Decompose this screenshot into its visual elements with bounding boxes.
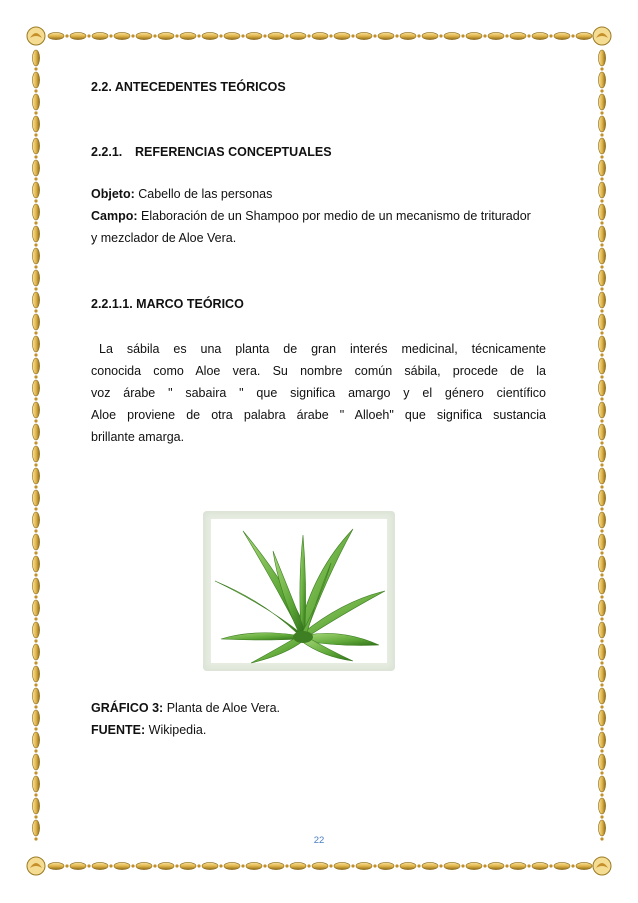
border-dot (34, 485, 37, 488)
border-bead (32, 182, 39, 198)
campo-label: Campo: (91, 209, 138, 223)
border-dot (600, 309, 603, 312)
border-dot (34, 199, 37, 202)
border-bead (32, 424, 39, 440)
border-bead (422, 32, 438, 39)
border-bead (32, 732, 39, 748)
border-dot (34, 661, 37, 664)
border-bead (290, 32, 306, 39)
border-bead (510, 32, 526, 39)
border-bead (32, 336, 39, 352)
border-dot (34, 639, 37, 642)
subsection-title: REFERENCIAS CONCEPTUALES (135, 145, 332, 159)
border-dot (307, 34, 310, 37)
border-dot (34, 309, 37, 312)
border-bead (598, 292, 605, 308)
border-bead (32, 490, 39, 506)
border-bead (598, 578, 605, 594)
border-bead (598, 556, 605, 572)
border-dot (600, 133, 603, 136)
border-bead (598, 160, 605, 176)
border-dot (34, 551, 37, 554)
border-dot (600, 463, 603, 466)
border-dot (600, 243, 603, 246)
border-dot (241, 34, 244, 37)
border-dot (34, 287, 37, 290)
border-right (598, 50, 605, 841)
border-dot (395, 864, 398, 867)
border-bead (598, 226, 605, 242)
border-dot (549, 864, 552, 867)
section-heading: 2.2. ANTECEDENTES TEÓRICOS (91, 80, 286, 94)
border-bead (598, 666, 605, 682)
border-bead (290, 862, 306, 869)
border-dot (34, 133, 37, 136)
border-dot (600, 67, 603, 70)
border-dot (219, 864, 222, 867)
border-bead (598, 204, 605, 220)
border-dot (34, 221, 37, 224)
border-dot (285, 864, 288, 867)
border-dot (600, 441, 603, 444)
border-dot (197, 864, 200, 867)
corner-ornament-bottom-right (593, 857, 611, 875)
border-bead (158, 862, 174, 869)
border-dot (600, 815, 603, 818)
border-bead (32, 468, 39, 484)
page-number: 22 (313, 835, 325, 846)
border-dot (34, 529, 37, 532)
border-dot (34, 331, 37, 334)
border-bead (202, 32, 218, 39)
border-dot (505, 34, 508, 37)
paragraph-line: Aloe proviene de otra palabra árabe " Alloeh" que significa sustancia (91, 408, 546, 422)
border-bead (598, 182, 605, 198)
border-dot (307, 864, 310, 867)
border-dot (34, 177, 37, 180)
border-dot (34, 595, 37, 598)
border-bead (378, 32, 394, 39)
border-bead (32, 72, 39, 88)
border-dot (600, 771, 603, 774)
objeto-line (91, 183, 546, 205)
border-bead (32, 512, 39, 528)
border-bead (70, 862, 86, 869)
border-bead (32, 292, 39, 308)
source-label: FUENTE: (91, 723, 146, 737)
border-bottom (48, 862, 592, 869)
border-bead (268, 862, 284, 869)
border-dot (87, 864, 90, 867)
border-dot (153, 864, 156, 867)
border-bead (532, 862, 548, 869)
border-bead (532, 32, 548, 39)
border-bead (598, 776, 605, 792)
border-bead (598, 358, 605, 374)
border-dot (461, 864, 464, 867)
border-bead (158, 32, 174, 39)
border-bead (598, 512, 605, 528)
border-bead (598, 644, 605, 660)
border-dot (34, 793, 37, 796)
border-bead (598, 710, 605, 726)
border-dot (600, 265, 603, 268)
border-dot (263, 34, 266, 37)
border-bead (598, 622, 605, 638)
border-bead (378, 862, 394, 869)
border-dot (600, 89, 603, 92)
border-bead (554, 862, 570, 869)
border-dot (600, 155, 603, 158)
border-bead (246, 862, 262, 869)
border-bead (92, 862, 108, 869)
campo-text: Elaboración de un Shampoo por medio de un mecanismo de triturador (141, 209, 531, 223)
border-dot (34, 705, 37, 708)
border-dot (600, 397, 603, 400)
border-dot (373, 864, 376, 867)
border-top (48, 32, 592, 39)
border-bead (32, 50, 39, 66)
border-dot (417, 864, 420, 867)
border-bead (598, 270, 605, 286)
border-dot (34, 375, 37, 378)
border-dot (600, 419, 603, 422)
border-bead (32, 314, 39, 330)
border-dot (600, 199, 603, 202)
border-bead (224, 862, 240, 869)
subsection-number: 2.2.1. (91, 145, 123, 159)
aloe-vera-photo (203, 511, 395, 671)
border-dot (600, 793, 603, 796)
border-dot (527, 864, 530, 867)
border-bead (488, 32, 504, 39)
figure-source-line (91, 719, 280, 741)
border-dot (329, 864, 332, 867)
border-bead (32, 820, 39, 836)
border-dot (34, 353, 37, 356)
border-bead (334, 32, 350, 39)
border-bead (334, 862, 350, 869)
border-bead (32, 688, 39, 704)
border-bead (268, 32, 284, 39)
border-bead (444, 32, 460, 39)
border-dot (600, 529, 603, 532)
paragraph-line: La sábila es una planta de gran interés medicinal, técnicamente (99, 342, 546, 356)
border-bead (32, 754, 39, 770)
border-bead (510, 862, 526, 869)
border-dot (34, 419, 37, 422)
border-dot (483, 34, 486, 37)
border-dot (131, 34, 134, 37)
border-dot (34, 89, 37, 92)
border-dot (285, 34, 288, 37)
border-bead (32, 776, 39, 792)
border-dot (65, 864, 68, 867)
border-bead (32, 600, 39, 616)
border-bead (444, 862, 460, 869)
border-dot (34, 815, 37, 818)
border-bead (48, 862, 64, 869)
border-dot (153, 34, 156, 37)
border-bead (598, 314, 605, 330)
border-dot (34, 683, 37, 686)
border-dot (263, 864, 266, 867)
border-bead (32, 116, 39, 132)
border-dot (34, 507, 37, 510)
border-bead (32, 534, 39, 550)
aloe-plant-illustration (203, 511, 395, 671)
border-bead (32, 380, 39, 396)
border-bead (356, 862, 372, 869)
border-bead (422, 862, 438, 869)
border-bead (48, 32, 64, 39)
border-bead (400, 862, 416, 869)
border-dot (175, 34, 178, 37)
border-bead (32, 160, 39, 176)
border-bead (488, 862, 504, 869)
border-bead (180, 862, 196, 869)
border-dot (197, 34, 200, 37)
border-bead (598, 424, 605, 440)
border-bead (598, 380, 605, 396)
border-bead (598, 72, 605, 88)
border-bead (598, 402, 605, 418)
border-dot (219, 34, 222, 37)
border-bead (598, 490, 605, 506)
object-field-block (91, 183, 546, 249)
border-dot (600, 683, 603, 686)
border-dot (34, 155, 37, 158)
border-dot (373, 34, 376, 37)
border-dot (34, 441, 37, 444)
border-left (32, 50, 39, 841)
border-bead (114, 32, 130, 39)
border-bead (466, 862, 482, 869)
border-dot (417, 34, 420, 37)
border-dot (34, 771, 37, 774)
border-dot (600, 639, 603, 642)
border-dot (87, 34, 90, 37)
border-bead (598, 534, 605, 550)
border-bead (32, 402, 39, 418)
border-dot (600, 287, 603, 290)
border-bead (32, 578, 39, 594)
border-dot (34, 67, 37, 70)
corner-ornament-top-left (27, 27, 45, 45)
border-bead (576, 32, 592, 39)
border-dot (175, 864, 178, 867)
border-bead (32, 644, 39, 660)
border-dot (329, 34, 332, 37)
border-bead (598, 732, 605, 748)
border-bead (598, 798, 605, 814)
border-bead (598, 468, 605, 484)
border-bead (202, 862, 218, 869)
border-dot (34, 727, 37, 730)
border-dot (34, 617, 37, 620)
border-dot (34, 397, 37, 400)
border-dot (600, 331, 603, 334)
border-bead (312, 32, 328, 39)
border-bead (598, 820, 605, 836)
border-dot (600, 551, 603, 554)
border-bead (32, 710, 39, 726)
border-bead (32, 270, 39, 286)
source-text: Wikipedia. (148, 723, 207, 737)
border-bead (576, 862, 592, 869)
figure-title: Planta de Aloe Vera. (166, 701, 280, 715)
border-dot (571, 34, 574, 37)
marco-teorico-heading: 2.2.1.1. MARCO TEÓRICO (91, 297, 244, 311)
border-dot (549, 34, 552, 37)
objeto-label: Objeto: (91, 187, 135, 201)
border-dot (600, 749, 603, 752)
border-bead (32, 248, 39, 264)
border-bead (32, 138, 39, 154)
border-dot (109, 34, 112, 37)
border-dot (600, 727, 603, 730)
border-bead (598, 116, 605, 132)
border-bead (32, 622, 39, 638)
border-dot (34, 749, 37, 752)
border-dot (483, 864, 486, 867)
border-bead (598, 138, 605, 154)
border-dot (241, 864, 244, 867)
border-bead (598, 754, 605, 770)
objeto-text: Cabello de las personas (138, 187, 273, 201)
border-bead (32, 204, 39, 220)
border-dot (439, 864, 442, 867)
border-bead (32, 666, 39, 682)
border-dot (600, 595, 603, 598)
border-dot (600, 573, 603, 576)
border-bead (598, 336, 605, 352)
campo-line (91, 205, 546, 227)
border-dot (600, 705, 603, 708)
paragraph-line: voz árabe " sabaira " que significa amargo y el género científico (91, 386, 546, 400)
border-dot (600, 617, 603, 620)
border-dot (600, 507, 603, 510)
border-dot (600, 485, 603, 488)
border-bead (136, 32, 152, 39)
border-bead (400, 32, 416, 39)
border-dot (505, 864, 508, 867)
border-bead (32, 556, 39, 572)
border-dot (600, 221, 603, 224)
border-bead (32, 358, 39, 374)
border-bead (114, 862, 130, 869)
border-bead (312, 862, 328, 869)
border-bead (92, 32, 108, 39)
border-bead (224, 32, 240, 39)
figure-caption (91, 697, 280, 741)
border-dot (600, 177, 603, 180)
border-dot (34, 243, 37, 246)
border-bead (32, 226, 39, 242)
border-bead (598, 600, 605, 616)
border-bead (356, 32, 372, 39)
campo-line-2: y mezclador de Aloe Vera. (91, 231, 237, 245)
corner-ornament-top-right (593, 27, 611, 45)
border-dot (395, 34, 398, 37)
border-bead (598, 94, 605, 110)
border-bead (32, 446, 39, 462)
border-bead (136, 862, 152, 869)
subsection-heading (91, 145, 332, 159)
border-dot (571, 864, 574, 867)
border-dot (439, 34, 442, 37)
border-bead (598, 50, 605, 66)
border-bead (466, 32, 482, 39)
border-dot (131, 864, 134, 867)
border-dot (351, 34, 354, 37)
border-dot (34, 573, 37, 576)
border-dot (600, 375, 603, 378)
border-dot (600, 353, 603, 356)
border-dot (34, 463, 37, 466)
border-bead (246, 32, 262, 39)
border-bead (598, 688, 605, 704)
border-bead (32, 94, 39, 110)
border-dot (351, 864, 354, 867)
border-dot (34, 111, 37, 114)
border-bead (180, 32, 196, 39)
border-bead (70, 32, 86, 39)
border-bead (598, 248, 605, 264)
border-bead (32, 798, 39, 814)
border-dot (65, 34, 68, 37)
border-bead (554, 32, 570, 39)
marco-teorico-paragraph (91, 338, 546, 448)
corner-ornament-bottom-left (27, 857, 45, 875)
figure-label: GRÁFICO 3: (91, 701, 164, 715)
border-dot (109, 864, 112, 867)
border-dot (461, 34, 464, 37)
border-dot (527, 34, 530, 37)
paragraph-line: brillante amarga. (91, 430, 185, 444)
figure-title-line (91, 697, 280, 719)
border-bead (598, 446, 605, 462)
border-dot (600, 661, 603, 664)
border-dot (34, 265, 37, 268)
paragraph-line: conocida como Aloe vera. Su nombre común sábila, procede de la (91, 364, 546, 378)
border-dot (600, 111, 603, 114)
